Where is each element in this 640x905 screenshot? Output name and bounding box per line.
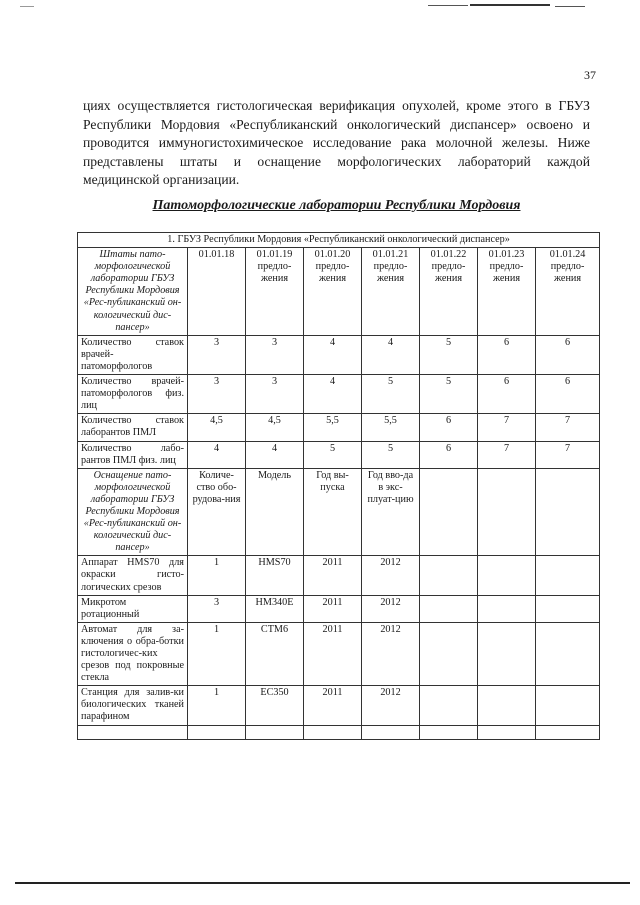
empty-cell — [478, 686, 536, 725]
equipment-col-header: Количе-ство обо-рудова-ния — [188, 468, 246, 556]
cell-value: 5 — [420, 335, 478, 374]
cell-year: 2011 — [304, 595, 362, 622]
cell-value: 5 — [304, 441, 362, 468]
table-row — [78, 622, 600, 685]
cell-value: 5 — [362, 375, 420, 414]
table-row — [78, 335, 600, 374]
org-header: 1. ГБУЗ Республики Мордовия «Республиканский онкологический диспансер» — [78, 233, 600, 248]
date-header: 01.01.21 предло-жения — [362, 248, 420, 336]
cell-value: 7 — [536, 441, 600, 468]
empty-cell — [420, 686, 478, 725]
row-label: Количество лабо-рантов ПМЛ физ. лиц — [78, 441, 188, 468]
cell-value: 5,5 — [362, 414, 420, 441]
table-row — [78, 686, 600, 725]
empty-cell — [478, 556, 536, 595]
empty-cell — [478, 468, 536, 556]
empty-cell — [478, 595, 536, 622]
section-heading: Патоморфологические лаборатории Республики Мордовия — [152, 198, 521, 213]
empty-cell — [536, 686, 600, 725]
cell-year: 2011 — [304, 622, 362, 685]
row-label: Количество врачей-патоморфологов физ. лиц — [78, 375, 188, 414]
scan-artifact-top — [0, 2, 640, 10]
cell-model: HM340E — [246, 595, 304, 622]
cell-value: 4 — [304, 335, 362, 374]
empty-row — [78, 725, 600, 739]
empty-cell — [246, 725, 304, 739]
equipment-col-header: Год вы-пуска — [304, 468, 362, 556]
cell-value: 6 — [420, 414, 478, 441]
empty-cell — [420, 468, 478, 556]
org-header-row — [78, 233, 600, 248]
row-label: Количество ставок лаборантов ПМЛ — [78, 414, 188, 441]
empty-cell — [536, 468, 600, 556]
cell-value: 3 — [246, 375, 304, 414]
table-row — [78, 375, 600, 414]
scan-artifact-bottom — [15, 882, 630, 884]
cell-value: 4 — [188, 441, 246, 468]
cell-value: 3 — [246, 335, 304, 374]
cell-commission: 2012 — [362, 595, 420, 622]
row-label: Автомат для за-ключения о обра-ботки гистологичес-ких срезов под покровные стекла — [78, 622, 188, 685]
cell-qty: 1 — [188, 556, 246, 595]
cell-model: EC350 — [246, 686, 304, 725]
empty-cell — [362, 725, 420, 739]
row-label: Количество ставок врачей-патоморфологов — [78, 335, 188, 374]
cell-value: 6 — [536, 375, 600, 414]
empty-cell — [188, 725, 246, 739]
date-header: 01.01.20 предло-жения — [304, 248, 362, 336]
empty-cell — [478, 622, 536, 685]
row-label: Станция для залив-ки биологических тканей парафином — [78, 686, 188, 725]
equipment-col-header: Модель — [246, 468, 304, 556]
cell-value: 4 — [362, 335, 420, 374]
cell-year: 2011 — [304, 686, 362, 725]
cell-value: 4 — [304, 375, 362, 414]
cell-value: 5 — [362, 441, 420, 468]
date-header: 01.01.24 предло-жения — [536, 248, 600, 336]
laboratory-table — [77, 232, 600, 740]
empty-cell — [536, 725, 600, 739]
row-label: Микротом ротационный — [78, 595, 188, 622]
date-header: 01.01.23 предло-жения — [478, 248, 536, 336]
cell-qty: 1 — [188, 686, 246, 725]
cell-model: HMS70 — [246, 556, 304, 595]
empty-cell — [536, 556, 600, 595]
cell-value: 6 — [536, 335, 600, 374]
cell-qty: 3 — [188, 595, 246, 622]
equipment-header-label: Оснащение пато-морфологической лаборатории ГБУЗ Республики Мордовия «Рес-публиканский он-кологический дис-пансер» — [78, 468, 188, 556]
cell-commission: 2012 — [362, 556, 420, 595]
table-row — [78, 414, 600, 441]
empty-cell — [536, 622, 600, 685]
cell-model: CTM6 — [246, 622, 304, 685]
empty-cell — [78, 725, 188, 739]
equipment-col-header: Год вво-да в экс-плуат-цию — [362, 468, 420, 556]
cell-value: 3 — [188, 335, 246, 374]
cell-value: 3 — [188, 375, 246, 414]
cell-year: 2011 — [304, 556, 362, 595]
staff-header-label: Штаты пато-морфологической лаборатории ГБУЗ Республики Мордовия «Рес-публиканский он-кологический дис-пансер» — [78, 248, 188, 336]
table-row — [78, 441, 600, 468]
empty-cell — [304, 725, 362, 739]
cell-commission: 2012 — [362, 622, 420, 685]
empty-cell — [420, 725, 478, 739]
staff-header-row — [78, 248, 600, 336]
table-row — [78, 556, 600, 595]
row-label: Аппарат HMS70 для окраски гисто-логических срезов — [78, 556, 188, 595]
empty-cell — [420, 622, 478, 685]
table-row — [78, 595, 600, 622]
cell-value: 4,5 — [246, 414, 304, 441]
empty-cell — [536, 595, 600, 622]
cell-value: 5 — [420, 375, 478, 414]
empty-cell — [420, 556, 478, 595]
cell-value: 6 — [478, 375, 536, 414]
cell-value: 7 — [478, 441, 536, 468]
page-number: 37 — [584, 68, 596, 82]
cell-commission: 2012 — [362, 686, 420, 725]
date-header: 01.01.18 — [188, 248, 246, 336]
cell-value: 6 — [420, 441, 478, 468]
empty-cell — [478, 725, 536, 739]
empty-cell — [420, 595, 478, 622]
cell-value: 4,5 — [188, 414, 246, 441]
cell-value: 4 — [246, 441, 304, 468]
date-header: 01.01.22 предло-жения — [420, 248, 478, 336]
cell-value: 7 — [536, 414, 600, 441]
cell-value: 5,5 — [304, 414, 362, 441]
equipment-header-row — [78, 468, 600, 556]
date-header: 01.01.19 предло-жения — [246, 248, 304, 336]
cell-value: 6 — [478, 335, 536, 374]
intro-paragraph: циях осуществляется гистологическая верификация опухолей, кроме этого в ГБУЗ Республики Мордовия «Республиканский онкологический диспансер» освоено и проводится иммуногистохимическое исследование рака молочной железы. Ниже представлены штаты и оснащение морфологических лабораторий каждой медицинской организации. — [83, 98, 590, 187]
cell-value: 7 — [478, 414, 536, 441]
cell-qty: 1 — [188, 622, 246, 685]
